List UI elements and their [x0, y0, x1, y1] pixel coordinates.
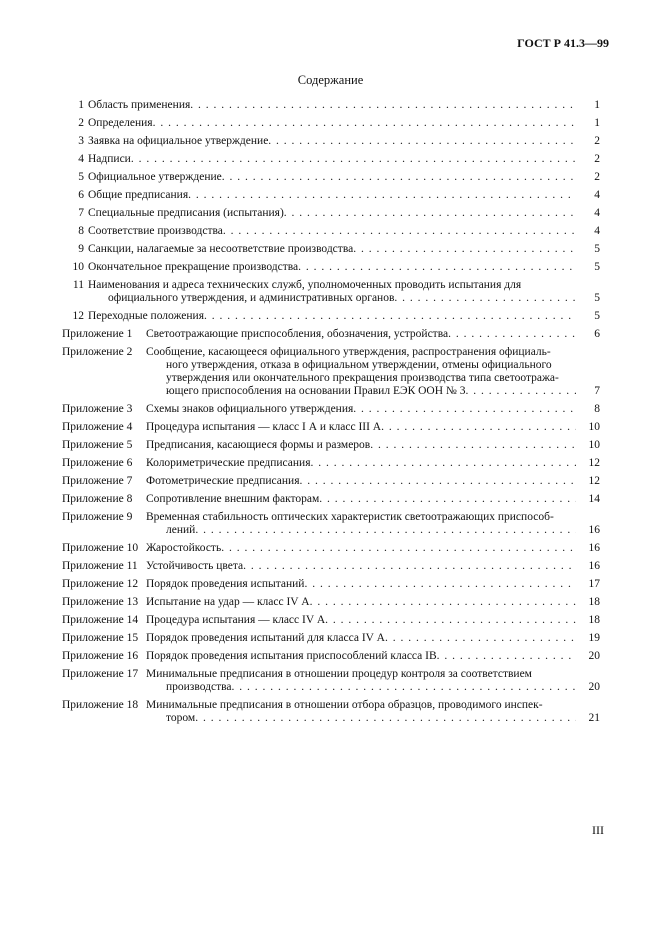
page-number: 4 — [594, 189, 600, 201]
page-number: 10 — [588, 439, 600, 451]
section-number: 12 — [72, 310, 84, 322]
appendix-label: Приложение 3 — [62, 403, 133, 415]
section-number: 10 — [72, 261, 84, 273]
section-title: Определения — [88, 117, 153, 129]
page-number: 5 — [594, 243, 600, 255]
section-number: 11 — [72, 279, 84, 291]
toc-entry — [62, 650, 600, 663]
page-number: 16 — [588, 524, 600, 536]
section-title: Общие предписания — [88, 189, 189, 201]
toc-entry — [62, 346, 600, 398]
page-number: 5 — [594, 261, 600, 273]
page-number: 1 — [594, 99, 600, 111]
page-number: 2 — [594, 153, 600, 165]
toc-entry — [62, 279, 600, 305]
page-number: 18 — [588, 596, 600, 608]
section-title: Специальные предписания (испытания) — [88, 207, 284, 219]
appendix-title: Колориметрические предписания — [146, 457, 311, 469]
table-of-contents — [62, 99, 600, 725]
appendix-label: Приложение 9 — [62, 511, 133, 523]
appendix-title-line: тором — [166, 712, 196, 724]
toc-entry — [62, 153, 600, 166]
section-title: Санкции, налагаемые за несоответствие производства — [88, 243, 354, 255]
page-number: 8 — [594, 403, 600, 415]
section-number: 9 — [78, 243, 84, 255]
section-number: 8 — [78, 225, 84, 237]
toc-entry — [62, 189, 600, 202]
toc-entry — [62, 225, 600, 238]
appendix-title-line: Временная стабильность оптических характеристик светоотражающих приспособ- — [146, 511, 554, 523]
section-number: 7 — [78, 207, 84, 219]
appendix-title-line: производства — [166, 681, 232, 693]
section-title: Соответствие производства — [88, 225, 223, 237]
appendix-label: Приложение 15 — [62, 632, 139, 644]
toc-entry — [62, 542, 600, 555]
section-number: 5 — [78, 171, 84, 183]
toc-entry — [62, 328, 600, 341]
toc-entry — [62, 560, 600, 573]
toc-entry — [62, 596, 600, 609]
appendix-title: Фотометрические предписания — [146, 475, 300, 487]
page-number: 5 — [594, 310, 600, 322]
appendix-title: Процедура испытания — класс I А и класс III А — [146, 421, 382, 433]
page-number: 21 — [588, 712, 600, 724]
appendix-title: Предписания, касающиеся формы и размеров — [146, 439, 371, 451]
appendix-label: Приложение 11 — [62, 560, 138, 572]
section-title: Официальное утверждение — [88, 171, 222, 183]
section-title: Окончательное прекращение производства — [88, 261, 299, 273]
appendix-label: Приложение 12 — [62, 578, 139, 590]
appendix-title-line: Сообщение, касающееся официального утверждения, распространения официаль- — [146, 346, 551, 358]
page-number: 1 — [594, 117, 600, 129]
page-number: 10 — [588, 421, 600, 433]
toc-entry — [62, 421, 600, 434]
page-number: 17 — [588, 578, 600, 590]
appendix-label: Приложение 16 — [62, 650, 139, 662]
appendix-title-line: лений — [166, 524, 196, 536]
toc-entry — [62, 699, 600, 725]
appendix-label: Приложение 18 — [62, 699, 139, 711]
toc-entry — [62, 403, 600, 416]
section-title-line: Наименования и адреса технических служб, уполномоченных проводить испытания для — [88, 279, 522, 291]
toc-entry — [62, 207, 600, 220]
section-number: 2 — [78, 117, 84, 129]
appendix-title: Устойчивость цвета — [146, 560, 244, 572]
appendix-title: Порядок проведения испытаний — [146, 578, 305, 590]
toc-entry — [62, 475, 600, 488]
page-number: 6 — [594, 328, 600, 340]
toc-entry — [62, 171, 600, 184]
section-number: 4 — [78, 153, 84, 165]
page-number: 12 — [588, 457, 600, 469]
appendix-title: Сопротивление внешним факторам — [146, 493, 320, 505]
appendix-title: Жаростойкость — [146, 542, 222, 554]
toc-entry — [62, 117, 600, 130]
page-number: 12 — [588, 475, 600, 487]
toc-entry — [62, 439, 600, 452]
section-number: 6 — [78, 189, 84, 201]
section-title: Заявка на официальное утверждение — [88, 135, 269, 147]
section-title-line: официального утверждения, и административных органов — [108, 292, 395, 304]
appendix-label: Приложение 14 — [62, 614, 139, 626]
appendix-label: Приложение 8 — [62, 493, 133, 505]
appendix-title: Схемы знаков официального утверждения — [146, 403, 354, 415]
page-number: 18 — [588, 614, 600, 626]
toc-entry — [62, 243, 600, 256]
page-number: 16 — [588, 542, 600, 554]
toc-entry — [62, 261, 600, 274]
appendix-title: Светоотражающие приспособления, обозначения, устройства — [146, 328, 449, 340]
appendix-title-line: Минимальные предписания в отношении отбора образцов, проводимого инспек- — [146, 699, 543, 711]
toc-entry — [62, 493, 600, 506]
appendix-title: Порядок проведения испытания приспособлений класса IB — [146, 650, 437, 662]
section-title: Переходные положения — [88, 310, 205, 322]
appendix-label: Приложение 2 — [62, 346, 133, 358]
appendix-label: Приложение 7 — [62, 475, 133, 487]
appendix-title: Процедура испытания — класс IV А — [146, 614, 326, 626]
appendix-title-line: ного утверждения, отказа в официальном утверждении, отмены официального — [166, 359, 552, 371]
appendix-label: Приложение 4 — [62, 421, 133, 433]
appendix-title: Испытание на удар — класс IV А — [146, 596, 310, 608]
section-number: 1 — [78, 99, 84, 111]
page-number: 14 — [588, 493, 600, 505]
toc-entry — [62, 511, 600, 537]
page-number: 4 — [594, 225, 600, 237]
section-title: Надписи — [88, 153, 131, 165]
page-number: 2 — [594, 135, 600, 147]
appendix-label: Приложение 1 — [62, 328, 133, 340]
appendix-label: Приложение 13 — [62, 596, 139, 608]
appendix-label: Приложение 10 — [62, 542, 139, 554]
appendix-label: Приложение 6 — [62, 457, 133, 469]
document-code: ГОСТ Р 41.3—99 — [517, 36, 609, 50]
toc-entry — [62, 632, 600, 645]
toc-title: Содержание — [297, 73, 364, 87]
page-number: 7 — [594, 385, 600, 397]
appendix-title-line: утверждения или окончательного прекращения производства типа светоотража- — [166, 372, 559, 384]
toc-entry — [62, 135, 600, 148]
section-number: 3 — [78, 135, 84, 147]
page-number: 20 — [588, 681, 600, 693]
toc-entry — [62, 457, 600, 470]
page-number: 19 — [588, 632, 600, 644]
appendix-title: Порядок проведения испытаний для класса IV А — [146, 632, 385, 644]
toc-entry — [62, 668, 600, 694]
page-number: 5 — [594, 292, 600, 304]
appendix-title-line: Минимальные предписания в отношении процедур контроля за соответствием — [146, 668, 532, 680]
page-number: 4 — [594, 207, 600, 219]
appendix-label: Приложение 17 — [62, 668, 139, 680]
appendix-label: Приложение 5 — [62, 439, 133, 451]
appendix-title-line: ющего приспособления на основании Правил ЕЭК ООН № 3 — [166, 385, 466, 397]
toc-entry — [62, 310, 600, 323]
page-number: 2 — [594, 171, 600, 183]
page-number: 16 — [588, 560, 600, 572]
section-title: Область применения — [88, 99, 191, 111]
toc-entry — [62, 578, 600, 591]
page-footer-number: III — [592, 823, 604, 837]
page-number: 20 — [588, 650, 600, 662]
toc-entry — [62, 99, 600, 112]
toc-entry — [62, 614, 600, 627]
